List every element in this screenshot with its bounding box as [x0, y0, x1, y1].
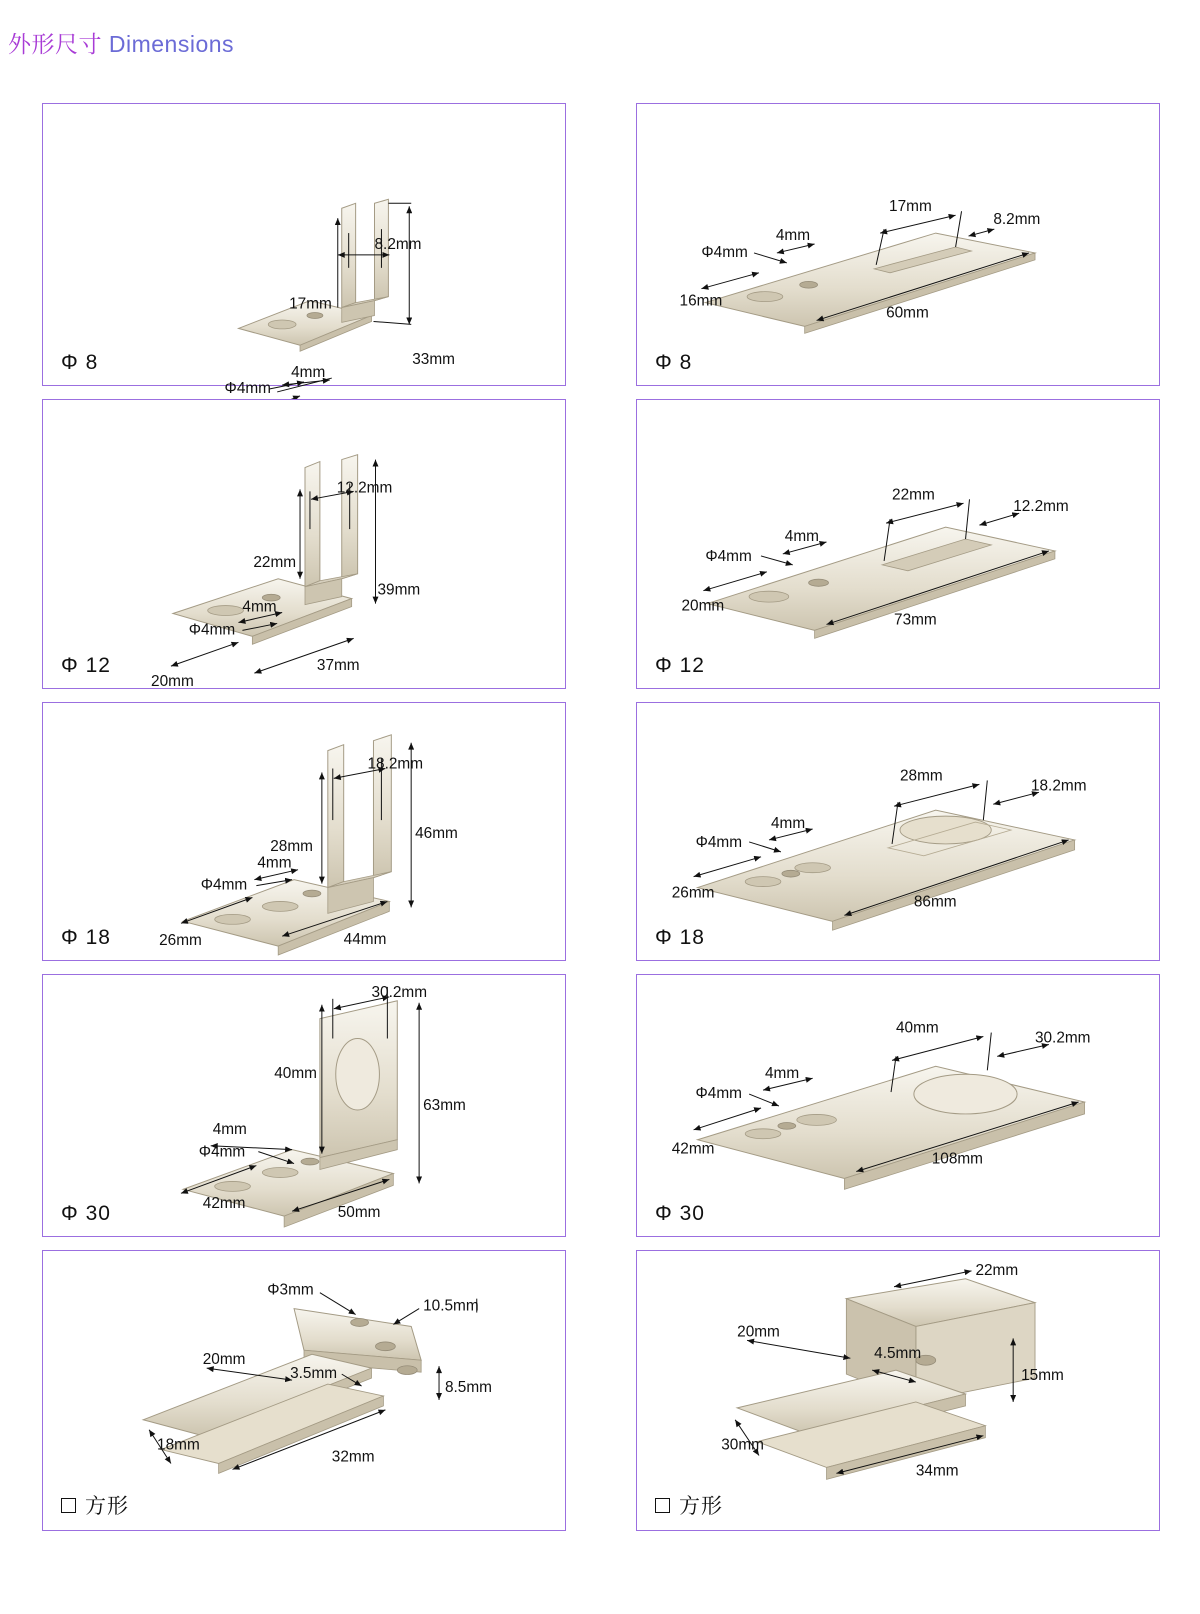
figure-phi18-l: [43, 703, 565, 960]
card-label-phi12-flat: [655, 654, 705, 678]
dim-label: 18.2mm: [1030, 777, 1087, 795]
dim-label: 39mm: [377, 581, 421, 599]
dim-label: 22mm: [892, 486, 935, 504]
dim-label: Φ4mm: [200, 876, 248, 894]
dim-label: 30.2mm: [1034, 1029, 1091, 1047]
dim-label: 28mm: [899, 767, 943, 785]
dim-label: 18mm: [157, 1436, 200, 1454]
dim-label: 4mm: [291, 364, 326, 382]
dimension-card-phi18-flat: [636, 702, 1160, 961]
dim-label: Φ4mm: [198, 1143, 246, 1161]
card-label-text: Φ 30: [655, 1202, 705, 1225]
dim-label: 40mm: [274, 1065, 317, 1083]
dim-label: Φ3mm: [267, 1281, 314, 1299]
dim-label: 20mm: [202, 1351, 246, 1369]
dim-label: 12.2mm: [336, 479, 393, 497]
dim-label: 44mm: [343, 931, 387, 949]
dim-label: Φ4mm: [188, 621, 236, 639]
card-label-square-flat: [61, 1490, 129, 1520]
card-label-text: Φ 12: [61, 654, 111, 677]
dim-label: 4mm: [765, 1065, 800, 1083]
dim-label: 60mm: [886, 304, 929, 322]
square-icon: [655, 1498, 670, 1513]
dim-label: 4mm: [212, 1120, 247, 1138]
card-label-text: Φ 18: [61, 926, 111, 949]
dim-label: 8.2mm: [374, 235, 422, 253]
card-label-text: Φ 8: [61, 351, 99, 374]
dim-label: 30mm: [721, 1436, 764, 1454]
card-label-phi18-flat: [655, 926, 705, 950]
dim-label: 8.5mm: [444, 1378, 492, 1396]
dim-label: 18.2mm: [367, 755, 424, 773]
dim-label: 86mm: [913, 893, 957, 911]
dim-label: Φ4mm: [695, 833, 743, 851]
dim-label: 20mm: [737, 1323, 780, 1341]
dim-label: 4mm: [242, 598, 277, 616]
dim-label: 26mm: [159, 932, 202, 950]
dim-label: Φ4mm: [224, 379, 272, 397]
card-label-text: Φ 12: [655, 654, 705, 677]
card-label-text: Φ 18: [655, 926, 705, 949]
dim-label: 63mm: [423, 1096, 466, 1114]
dim-label: 4mm: [784, 528, 819, 546]
dim-label: 4.5mm: [874, 1345, 922, 1363]
figure-phi8-l: [43, 104, 565, 397]
card-label-text: Φ 8: [655, 351, 693, 374]
dim-label: 40mm: [896, 1019, 939, 1037]
figure-phi8-flat: [637, 104, 1159, 385]
dimension-card-phi12-l: [42, 399, 566, 689]
card-label-phi12-l: [61, 654, 111, 678]
dim-label: 37mm: [316, 657, 360, 675]
card-label-square-u: [655, 1490, 723, 1520]
dimension-card-phi12-flat: [636, 399, 1160, 689]
figure-phi30-l: [43, 975, 565, 1236]
dim-label: 30.2mm: [371, 983, 428, 1001]
dim-label: 26mm: [671, 884, 715, 902]
dim-label: 3.5mm: [290, 1365, 338, 1383]
dimension-card-phi8-flat: [636, 103, 1160, 386]
page-title-en: Dimensions: [108, 31, 235, 57]
dimension-card-phi30-flat: [636, 974, 1160, 1237]
dim-label: 34mm: [915, 1462, 959, 1480]
figure-phi12-flat: [637, 400, 1159, 688]
card-label-phi30-flat: [655, 1202, 705, 1226]
page-title: [8, 26, 234, 59]
dim-label: 12.2mm: [1013, 498, 1069, 516]
dim-label: 16mm: [679, 292, 723, 310]
card-label-phi18-l: [61, 926, 111, 950]
dim-label: 17mm: [889, 198, 932, 216]
figure-square-flat: [43, 1251, 565, 1530]
card-label-text: Φ 30: [61, 1202, 111, 1225]
dimension-card-phi8-l: [42, 103, 566, 397]
page-title-cn: 外形尺寸: [8, 31, 102, 57]
dim-label: 73mm: [894, 611, 937, 629]
card-label-text: 方形: [679, 1495, 723, 1518]
dimension-card-phi18-l: [42, 702, 566, 961]
dim-label: 28mm: [270, 837, 313, 855]
dim-label: 108mm: [931, 1150, 984, 1168]
dim-label: 22mm: [253, 553, 297, 571]
dim-label: 33mm: [412, 351, 455, 369]
dim-label: 17mm: [289, 295, 332, 313]
dim-label: 4mm: [775, 227, 811, 245]
dim-label: 20mm: [151, 673, 194, 691]
dim-label: 42mm: [202, 1195, 246, 1213]
dimension-card-square-u: [636, 1250, 1160, 1531]
dim-label: Φ4mm: [701, 243, 748, 261]
card-label-phi30-l: [61, 1202, 111, 1226]
dim-label: 22mm: [975, 1261, 1019, 1279]
dim-label: 42mm: [671, 1140, 715, 1158]
dimensions-grid: [42, 103, 1160, 1531]
dimension-card-phi30-l: [42, 974, 566, 1237]
card-label-phi8-flat: [655, 351, 692, 375]
dim-label: 4mm: [770, 815, 806, 833]
figure-phi12-l: [43, 400, 565, 691]
figure-square-u: [637, 1251, 1159, 1530]
figure-phi18-flat: [637, 703, 1159, 960]
dim-label: 8.2mm: [993, 211, 1041, 229]
dim-label: 20mm: [681, 597, 725, 615]
card-label-text: 方形: [85, 1495, 129, 1518]
dim-label: 50mm: [337, 1204, 381, 1222]
dim-label: Φ4mm: [695, 1085, 742, 1103]
dim-label: 32mm: [331, 1448, 375, 1466]
dim-label: 46mm: [415, 824, 458, 842]
dimension-card-square-flat: [42, 1250, 566, 1531]
figure-phi30-flat: [637, 975, 1159, 1236]
dim-label: 15mm: [1021, 1367, 1064, 1385]
dim-label: 4mm: [257, 854, 292, 872]
dim-label: 10.5mm: [423, 1297, 479, 1315]
dim-label: Φ4mm: [705, 547, 752, 565]
card-label-phi8-l: [61, 351, 98, 375]
square-icon: [61, 1498, 76, 1513]
